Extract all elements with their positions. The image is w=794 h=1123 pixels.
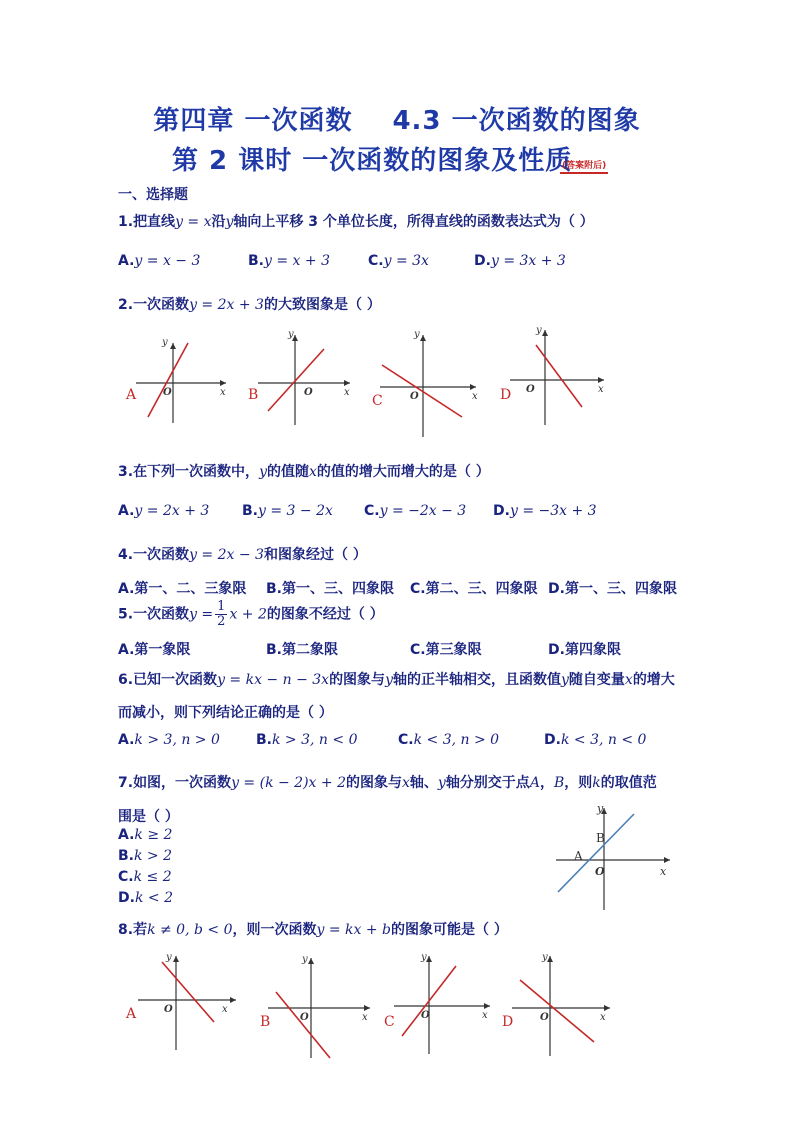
question-number: 7. — [118, 775, 134, 791]
option-expr: k < 2 — [134, 890, 173, 906]
option-label: A. — [118, 503, 135, 519]
origin-label: O — [595, 865, 605, 878]
question-5 — [118, 600, 384, 629]
q4-option-c[interactable] — [410, 578, 538, 598]
question-text: 的增大 — [632, 672, 675, 688]
option-expr: k ≤ 2 — [133, 869, 172, 885]
axis-x-label: x — [220, 387, 226, 398]
function-line — [148, 343, 188, 417]
y-axis-arrow — [173, 956, 179, 962]
q2-graph-c[interactable] — [372, 329, 478, 437]
q5-option-c[interactable] — [410, 639, 482, 659]
axis-y-label: y — [166, 952, 172, 963]
option-label: A. — [118, 827, 135, 843]
question-8 — [118, 919, 508, 939]
q5-option-b[interactable] — [266, 639, 338, 659]
math-var: y — [225, 214, 234, 230]
q2-graph-a[interactable] — [125, 337, 226, 423]
axis-y-label: y — [536, 325, 542, 336]
axis-y-label: y — [302, 954, 308, 965]
option-expr: y = 3 − 2x — [258, 503, 333, 519]
question-text: 随自变量 — [568, 672, 625, 688]
function-line — [276, 992, 330, 1058]
option-label: A. — [118, 732, 135, 748]
question-text: 一次函数 — [133, 547, 190, 563]
math-var: y — [437, 775, 446, 791]
question-number: 2. — [118, 297, 134, 313]
option-expr: y = x − 3 — [134, 253, 201, 269]
q7-figure — [552, 800, 682, 914]
math-var: B — [553, 775, 565, 791]
function-line — [382, 365, 462, 417]
graph-label: B — [260, 1014, 271, 1030]
question-2 — [118, 294, 381, 314]
point-b-label: B — [596, 831, 605, 845]
question-text: 已知一次函数 — [133, 672, 218, 688]
x-axis-arrow — [344, 380, 350, 386]
question-text: 在下列一次函数中， — [133, 464, 260, 480]
q7-option-b[interactable] — [118, 848, 172, 864]
origin-label: O — [300, 1012, 309, 1023]
y-axis-arrow — [420, 335, 426, 341]
math-expr: y = — [189, 606, 214, 623]
chapter-name: 第四章 一次函数 — [153, 106, 353, 136]
math-var: x — [401, 775, 410, 791]
question-text: 如图，一次函数 — [133, 775, 232, 791]
option-label: B. — [266, 581, 282, 597]
question-text: 沿 — [211, 214, 226, 230]
question-text: 的图象与 — [345, 775, 402, 791]
x-axis-arrow — [484, 1003, 490, 1009]
option-text: 第一、三、四象限 — [564, 581, 677, 597]
fraction-numerator: 1 — [217, 599, 226, 614]
option-label: B. — [248, 253, 264, 269]
question-text: 一次函数 — [133, 297, 190, 313]
axis-x-label: x — [660, 865, 667, 878]
q7-option-c[interactable] — [118, 869, 172, 885]
question-7 — [118, 772, 657, 792]
part-heading: 一、选择题 — [118, 187, 188, 203]
math-expr: y = x — [175, 214, 212, 230]
fraction-denominator: 2 — [217, 614, 226, 629]
q1-option-b[interactable] — [248, 253, 330, 269]
option-text: 第二、三、四象限 — [425, 581, 538, 597]
option-text: 第二象限 — [282, 642, 338, 658]
math-expr: y = 2x + 3 — [189, 297, 264, 313]
x-axis-arrow — [220, 380, 226, 386]
origin-label: O — [410, 391, 419, 402]
question-4 — [118, 544, 367, 564]
axis-y-label: y — [597, 802, 604, 815]
axis-x-label: x — [600, 1012, 606, 1023]
option-expr: y = −2x − 3 — [379, 503, 467, 519]
x-axis-arrow — [604, 1005, 610, 1011]
question-text: ，则 — [564, 775, 593, 791]
axis-x-label: x — [344, 387, 350, 398]
math-var: y — [385, 672, 393, 688]
question-number: 3. — [118, 464, 134, 480]
section-name: 4.3 一次函数的图象 — [392, 106, 641, 136]
question-text: 的值的增大而增大的是（ ） — [316, 464, 490, 480]
question-number: 4. — [118, 547, 134, 563]
question-1 — [118, 211, 594, 231]
option-label: D. — [544, 732, 561, 748]
x-axis-arrow — [364, 1005, 370, 1011]
q3-option-a[interactable] — [118, 503, 209, 519]
question-text: ，则一次函数 — [232, 922, 317, 938]
q5-option-a[interactable] — [118, 639, 190, 659]
question-6-line2: 而减小，则下列结论正确的是（ ） — [118, 705, 333, 721]
math-var: A — [529, 775, 540, 791]
option-label: D. — [118, 890, 135, 906]
lesson-title: 第 2 课时 一次函数的图象及性质 — [172, 146, 573, 176]
q1-option-c[interactable] — [368, 253, 429, 269]
option-expr: y = −3x + 3 — [509, 503, 597, 519]
question-text: 若 — [133, 922, 148, 938]
axis-y-label: y — [162, 337, 168, 348]
option-expr: k ≥ 2 — [134, 827, 173, 843]
question-text: 的大致图象是（ ） — [263, 297, 381, 313]
q8-graph-a[interactable] — [125, 952, 236, 1050]
q3-option-c[interactable] — [364, 503, 466, 519]
y-axis-arrow — [426, 956, 432, 962]
q1-option-a[interactable] — [118, 253, 200, 269]
option-expr: k > 3, n < 0 — [272, 732, 358, 748]
q4-option-a[interactable] — [118, 578, 246, 598]
graph-label: C — [372, 393, 383, 409]
axis-y-label: y — [542, 952, 548, 963]
math-expr: y = kx − n − 3x — [217, 672, 330, 688]
origin-label: O — [540, 1012, 549, 1023]
axis-y-label: y — [421, 952, 427, 963]
q8-graphs — [118, 950, 628, 1065]
q5-option-d[interactable] — [548, 639, 621, 659]
graph-label: A — [126, 1006, 137, 1022]
y-axis-arrow — [542, 330, 548, 336]
q8-graph-c[interactable] — [384, 952, 490, 1054]
q2-graph-d[interactable] — [500, 325, 604, 425]
question-text: 的图象不经过（ ） — [266, 606, 384, 623]
option-label: C. — [398, 732, 414, 748]
option-label: C. — [364, 503, 380, 519]
option-label: C. — [368, 253, 384, 269]
question-number: 8. — [118, 922, 134, 938]
option-label: D. — [548, 581, 565, 597]
axis-x-label: x — [222, 1004, 228, 1015]
option-label: C. — [410, 581, 426, 597]
origin-label: O — [164, 1004, 173, 1015]
question-3 — [118, 461, 490, 481]
math-var: y — [259, 464, 267, 480]
origin-label: O — [163, 387, 172, 398]
question-text: 轴分别交于点 — [445, 775, 530, 791]
question-6 — [118, 669, 675, 689]
option-text: 第一、二、三象限 — [134, 581, 247, 597]
option-expr: k < 3, n < 0 — [560, 732, 647, 748]
math-expr: y = (k − 2)x + 2 — [231, 775, 346, 791]
y-axis-arrow — [547, 956, 553, 962]
q6-option-c[interactable] — [398, 732, 499, 748]
y-axis-arrow — [308, 958, 314, 964]
option-expr: k > 3, n > 0 — [134, 732, 220, 748]
axis-x-label: x — [598, 384, 604, 395]
q8-graph-b[interactable] — [260, 954, 370, 1058]
question-number: 1. — [118, 214, 134, 230]
x-axis-arrow — [664, 857, 670, 863]
math-var: x — [308, 464, 317, 480]
q6-option-d[interactable] — [544, 732, 646, 748]
option-expr: y = 3x + 3 — [490, 253, 566, 269]
graph-label: A — [126, 387, 137, 403]
math-expr: k ≠ 0, b < 0 — [147, 922, 233, 938]
axis-y-label: y — [288, 329, 294, 340]
q7-option-d[interactable] — [118, 890, 173, 906]
question-text: 一次函数 — [133, 606, 190, 623]
option-label: C. — [410, 642, 426, 658]
origin-label: O — [304, 387, 313, 398]
answer-note: (答案附后) — [560, 158, 608, 174]
x-axis-arrow — [598, 377, 604, 383]
point-a-label: A — [574, 849, 583, 863]
axis-x-label: x — [362, 1012, 368, 1023]
option-text: 第三象限 — [425, 642, 482, 658]
question-number: 5. — [118, 606, 134, 623]
question-7-line2: 围是（ ） — [118, 809, 179, 825]
question-text: 的图象与 — [329, 672, 386, 688]
option-label: B. — [242, 503, 258, 519]
option-label: D. — [493, 503, 510, 519]
option-expr: k < 3, n > 0 — [413, 732, 500, 748]
math-var: x — [624, 672, 633, 688]
question-text: 轴、 — [409, 775, 438, 791]
option-label: C. — [118, 869, 134, 885]
question-text: 的取值范 — [600, 775, 657, 791]
option-label: A. — [118, 253, 135, 269]
question-text: 的值随 — [266, 464, 309, 480]
question-text: 轴的正半轴相交，且函数值 — [392, 672, 561, 688]
function-line — [558, 814, 634, 892]
q6-option-a[interactable] — [118, 732, 220, 748]
q3-option-b[interactable] — [242, 503, 333, 519]
graph-label: D — [500, 387, 512, 403]
option-expr: y = 3x — [383, 253, 429, 269]
function-line — [268, 349, 324, 411]
function-line — [536, 345, 582, 407]
option-expr: k > 2 — [134, 848, 173, 864]
graph-label: B — [248, 387, 259, 403]
x-axis-arrow — [230, 997, 236, 1003]
y-axis-arrow — [170, 343, 176, 349]
q2-graphs — [118, 325, 628, 445]
q1-option-d[interactable] — [474, 253, 566, 269]
q2-graph-b[interactable] — [248, 329, 350, 425]
origin-label: O — [421, 1010, 430, 1021]
question-text: 轴向上平移 3 个单位长度，所得直线的函数表达式为（ ） — [233, 214, 594, 230]
fraction — [215, 600, 227, 629]
option-expr: y = 2x + 3 — [134, 503, 210, 519]
question-text: 和图象经过（ ） — [263, 547, 367, 563]
option-label: B. — [256, 732, 272, 748]
option-label: A. — [118, 581, 135, 597]
q6-option-b[interactable] — [256, 732, 357, 748]
option-label: D. — [548, 642, 565, 658]
axis-x-label: x — [472, 391, 478, 402]
option-label: D. — [474, 253, 491, 269]
origin-label: O — [526, 384, 535, 395]
q3-option-d[interactable] — [493, 503, 597, 519]
x-axis-arrow — [470, 384, 476, 390]
option-text: 第四象限 — [564, 642, 621, 658]
q4-option-d[interactable] — [548, 578, 677, 598]
question-text: 把直线 — [133, 214, 176, 230]
option-label: A. — [118, 642, 135, 658]
math-var: y — [560, 672, 569, 688]
math-expr: y = 2x − 3 — [189, 547, 264, 563]
q8-graph-d[interactable] — [502, 952, 610, 1056]
option-label: B. — [118, 848, 134, 864]
q7-option-a[interactable] — [118, 827, 172, 843]
axis-x-label: x — [482, 1010, 488, 1021]
option-label: B. — [266, 642, 282, 658]
math-var: k — [592, 775, 601, 791]
question-number: 6. — [118, 672, 134, 688]
q4-option-b[interactable] — [266, 578, 394, 598]
option-text: 第一、三、四象限 — [282, 581, 394, 597]
question-text: ， — [539, 775, 554, 791]
math-expr: x + 2 — [229, 606, 267, 623]
axis-y-label: y — [414, 329, 420, 340]
graph-label: C — [384, 1014, 395, 1030]
graph-label: D — [502, 1014, 514, 1030]
option-expr: y = x + 3 — [264, 253, 330, 269]
math-expr: y = kx + b — [316, 922, 391, 938]
option-text: 第一象限 — [134, 642, 191, 658]
chapter-title — [0, 100, 794, 137]
question-text: 的图象可能是（ ） — [391, 922, 508, 938]
function-line — [520, 980, 594, 1042]
